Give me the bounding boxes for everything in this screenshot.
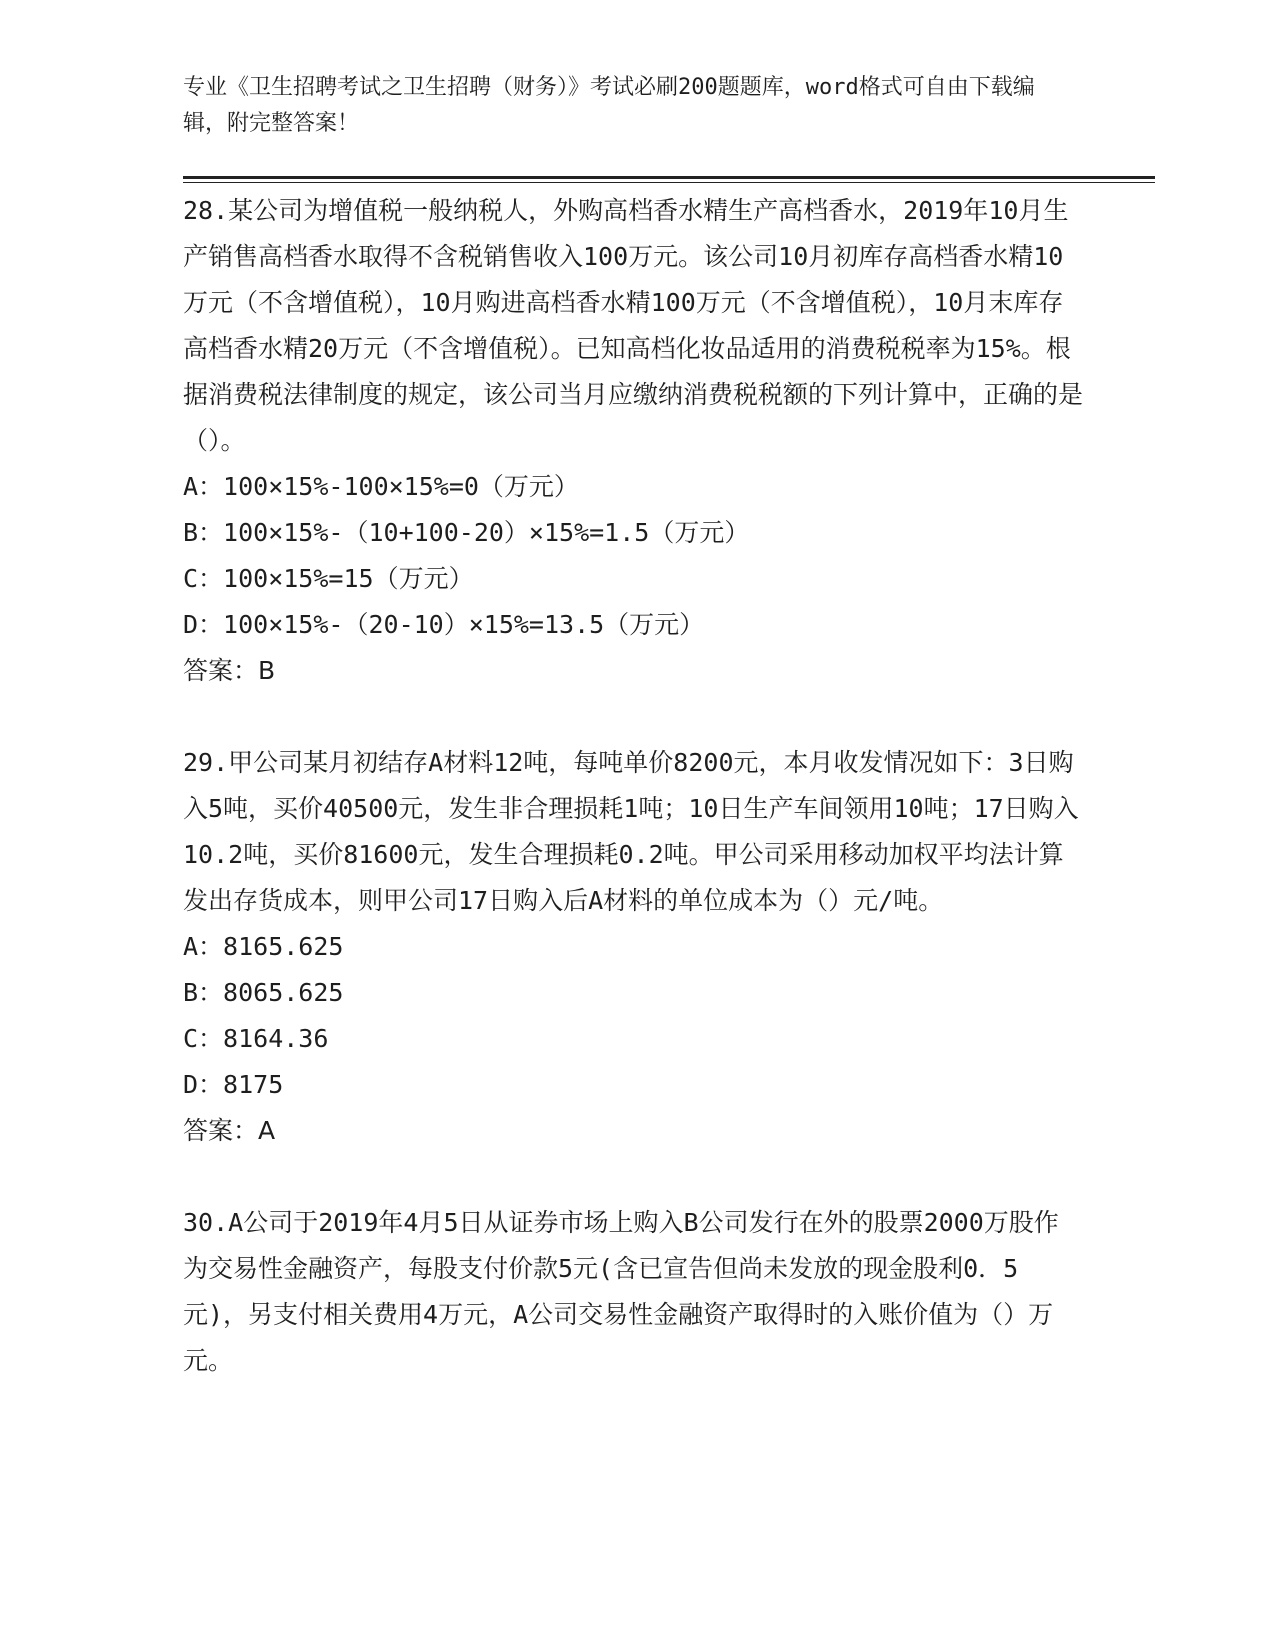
header-divider-thick bbox=[183, 176, 1155, 179]
option-b: B：8065.625 bbox=[183, 978, 344, 1007]
question-stem: 29.甲公司某月初结存A材料12吨，每吨单价8200元，本月收发情况如下：3日购入5吨，买价40500元，发生非合理损耗1吨；10日生产车间领用10吨；17日购入10.2吨，买价81600元，发生合理损耗0.2吨。甲公司采用移动加权平均法计算发出存货成本，则甲公司17日购入后A材料的单位成本为（）元/吨。 bbox=[183, 748, 1079, 915]
option-c: C：100×15%=15（万元） bbox=[183, 564, 474, 593]
header-divider-thin bbox=[183, 182, 1155, 183]
question-list bbox=[183, 188, 1083, 1384]
spacer bbox=[183, 694, 1083, 740]
question-30 bbox=[183, 1200, 1083, 1384]
option-c: C：8164.36 bbox=[183, 1024, 329, 1053]
page-header: 专业《卫生招聘考试之卫生招聘（财务）》考试必刷200题题库，word格式可自由下载编辑，附完整答案！ bbox=[183, 75, 1035, 136]
question-stem: 30.A公司于2019年4月5日从证券市场上购入B公司发行在外的股票2000万股作为交易性金融资产，每股支付价款5元(含已宣告但尚未发放的现金股利0．5元)，另支付相关费用4万元，A公司交易性金融资产取得时的入账价值为（）万元。 bbox=[183, 1208, 1059, 1375]
option-a: A：100×15%-100×15%=0（万元） bbox=[183, 472, 579, 501]
option-d: D：8175 bbox=[183, 1070, 284, 1099]
answer: 答案：B bbox=[183, 656, 276, 685]
answer: 答案：A bbox=[183, 1116, 276, 1145]
option-d: D：100×15%-（20-10）×15%=13.5（万元） bbox=[183, 610, 705, 639]
question-29 bbox=[183, 740, 1083, 1154]
option-a: A：8165.625 bbox=[183, 932, 344, 961]
question-stem: 28.某公司为增值税一般纳税人，外购高档香水精生产高档香水，2019年10月生产销售高档香水取得不含税销售收入100万元。该公司10月初库存高档香水精10万元（不含增值税），10月购进高档香水精100万元（不含增值税），10月末库存高档香水精20万元（不含增值税）。已知高档化妆品适用的消费税税率为15%。根据消费税法律制度的规定，该公司当月应缴纳消费税税额的下列计算中，正确的是（）。 bbox=[183, 196, 1084, 455]
spacer bbox=[183, 1154, 1083, 1200]
question-28 bbox=[183, 188, 1083, 694]
option-b: B：100×15%-（10+100-20）×15%=1.5（万元） bbox=[183, 518, 750, 547]
